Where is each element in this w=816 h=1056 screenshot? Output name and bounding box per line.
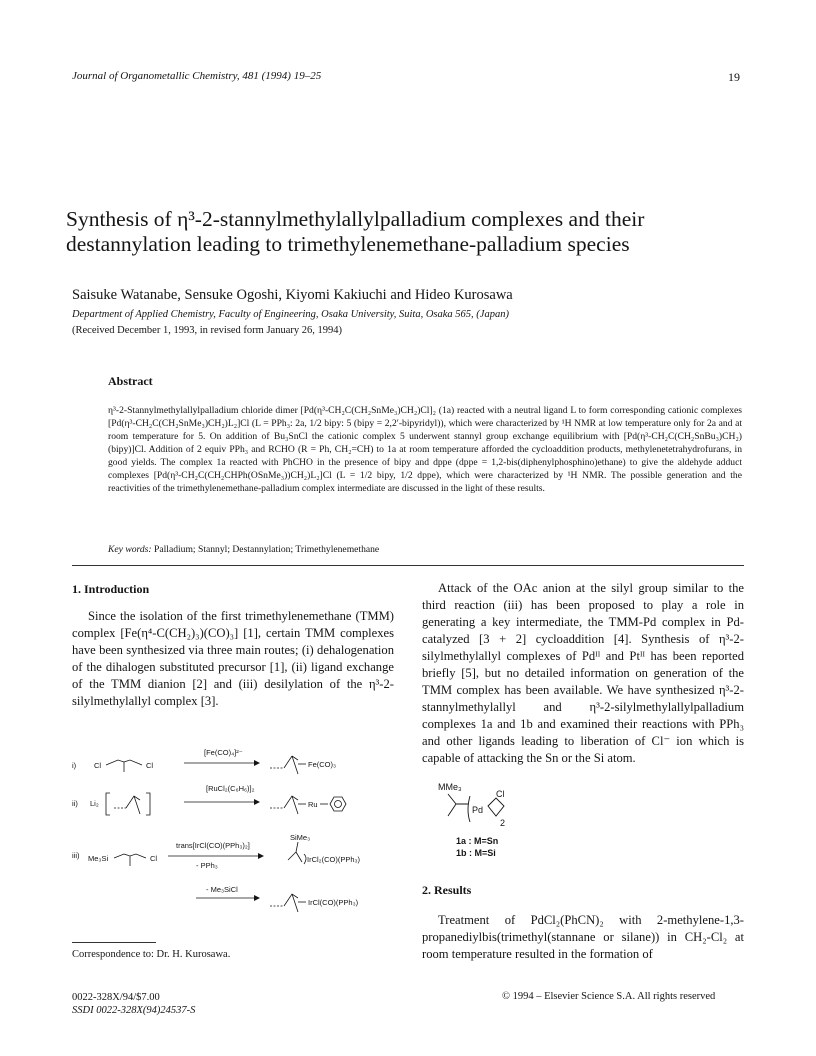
scheme-r1-cl-right: Cl	[146, 761, 154, 770]
publication-codes	[72, 991, 195, 1017]
footnote-divider	[72, 942, 156, 943]
results-heading: 2. Results	[422, 883, 472, 897]
issn-code: 0022-328X/94/$7.00	[72, 992, 160, 1003]
structure-subscript: 2	[500, 818, 506, 828]
keywords	[108, 544, 379, 555]
abstract-divider	[72, 565, 744, 566]
abstract-heading: Abstract	[108, 374, 153, 388]
scheme-step-iii: iii)	[72, 851, 80, 860]
scheme-step-i: i)	[72, 761, 77, 770]
scheme-r3-sime: SiMe₃	[290, 833, 311, 842]
correspondence-note: Correspondence to: Dr. H. Kurosawa.	[72, 949, 231, 960]
scheme-r3-cl: Cl	[150, 854, 158, 863]
scheme-r4-reagent: - Me₃SiCl	[206, 885, 238, 894]
structure-pd: Pd	[472, 805, 484, 815]
journal-citation: Journal of Organometallic Chemistry, 481 (1994) 19–25	[72, 70, 322, 82]
scheme-r3-product: IrCl₂(CO)(PPh₃)	[307, 855, 361, 864]
paper-title: Synthesis of η³-2-stannylmethylallylpalladium complexes and their destannylation leading to trimethylenemethane-palladium species	[66, 207, 645, 256]
page-number: 19	[728, 70, 740, 84]
scheme-r1-cl-left: Cl	[94, 761, 102, 770]
scheme-r1-product: Fe(CO)₃	[308, 760, 337, 769]
intro-paragraph-1: Since the isolation of the first trimethylenemethane (TMM) complex [Fe(η⁴-C(CH₂)₃)(CO)₃] [1], certain TMM complexes have been synthesized via three main routes; (i) dehalogenation of the dihalogen substituted precursor [1], (ii) ligand exchange of the TMM dianion [2] and (iii) desilylation of the η³-2-silylmethylallyl complex [3].	[72, 609, 394, 708]
structure-label-1b: 1b : M=Si	[456, 848, 496, 858]
scheme-r1-reagent: [Fe(CO)₄]²⁻	[204, 748, 243, 757]
scheme-r3-reagent-top: trans[IrCl(CO)(PPh₃)₂]	[176, 841, 250, 850]
keywords-text: Palladium; Stannyl; Destannylation; Trimethylenemethane	[154, 544, 380, 555]
intro-heading: 1. Introduction	[72, 582, 150, 596]
affiliation: Department of Applied Chemistry, Faculty of Engineering, Osaka University, Suita, Osaka 565, (Japan)	[72, 309, 509, 320]
complex-structure	[436, 780, 596, 860]
ssdi-code: SSDI 0022-328X(94)24537-S	[72, 1005, 196, 1016]
scheme-step-ii: ii)	[72, 799, 78, 808]
scheme-r2-reagent: [RuCl₂(C₆H₆)]₂	[206, 784, 255, 793]
results-paragraph-1: Treatment of PdCl₂(PhCN)₂ with 2-methylene-1,3-propanediylbis(trimethyl(stannane or silane)) in CH₂-Cl₂ at room temperature resulted in the formation of	[422, 913, 744, 961]
intro-paragraph-2: Attack of the OAc anion at the silyl group similar to the third reaction (iii) has been proposed to play a role in generating a key intermediate, the TMM-Pd complex in Pd-catalyzed [3 + 2] cycloaddition [4]. Synthesis of η³-2-silylmethylallyl complexes of Pdᴵᴵ and Ptᴵᴵ has been reported briefly [5], but no detailed information on generation of the TMM complex has been available. We have synthesized η³-2-stannylmethylallyl and η³-2-silylmethylallylpalladium complexes 1a and 1b and examined their reactions with PPh₃ and other ligands leading to liberation of Cl⁻ ion which is capable of attacking the Sn or the Si atom.	[422, 581, 744, 765]
structure-mme3: MMe₃	[438, 782, 462, 792]
structure-label-1a: 1a : M=Sn	[456, 836, 499, 846]
scheme-r3-sm: Me₃Si	[88, 854, 109, 863]
received-dates: (Received December 1, 1993, in revised form January 26, 1994)	[72, 325, 342, 336]
scheme-r2-li: Li₂	[90, 799, 99, 808]
keywords-label: Key words:	[108, 544, 152, 555]
scheme-r2-product: Ru	[308, 800, 318, 809]
structure-cl: Cl	[496, 789, 505, 799]
reaction-scheme	[66, 740, 400, 935]
scheme-r3-reagent-bottom: - PPh₃	[196, 861, 218, 870]
authors: Saisuke Watanabe, Sensuke Ogoshi, Kiyomi Kakiuchi and Hideo Kurosawa	[72, 287, 513, 303]
abstract-text: η³-2-Stannylmethylallylpalladium chloride dimer [Pd(η³-CH₂C(CH₂SnMe₃)CH₂)Cl]₂ (1a) reacted with a neutral ligand L to form corresponding cationic complexes [Pd(η³-CH₂C(CH₂SnMe₃)CH₂)L₂]Cl (L = PPh₃: 2a, 1/2 bipy: 5 (bipy = 2,2′-bipyridyl)), which were characterized by ¹H NMR at low temperature only for 2a and at room temperature for 5. On addition of Bu₃SnCl the cationic complex 5 underwent stannyl group exchange equilibrium with [Pd(η³-CH₂C(CH₂SnBu₃)CH₂) (bipy)]Cl. Addition of 2 equiv PPh₃ and RCHO (R = Ph, CH₂=CH) to 1a at room temperature afforded the cycloaddition products, methylenetetrahydrofurans, in good yields. The complex 1a reacted with PhCHO in the presence of bipy and dppe (dppe = 1,2-bis(diphenylphosphino)ethane) to give the aldehyde adduct complexes [Pd(η³-CH₂C(CH₂CHPh(OSnMe₃))CH₂)L₂]Cl (L = 1/2 bipy, 1/2 dppe), which were characterized by ¹H NMR. The possible generation and the reactivities of the trimethylenemethane-palladium complex intermediate are discussed in the light of these results.	[108, 405, 742, 494]
scheme-r4-product: IrCl(CO)(PPh₃)	[308, 898, 359, 907]
copyright-notice: © 1994 – Elsevier Science S.A. All rights reserved	[502, 991, 716, 1002]
